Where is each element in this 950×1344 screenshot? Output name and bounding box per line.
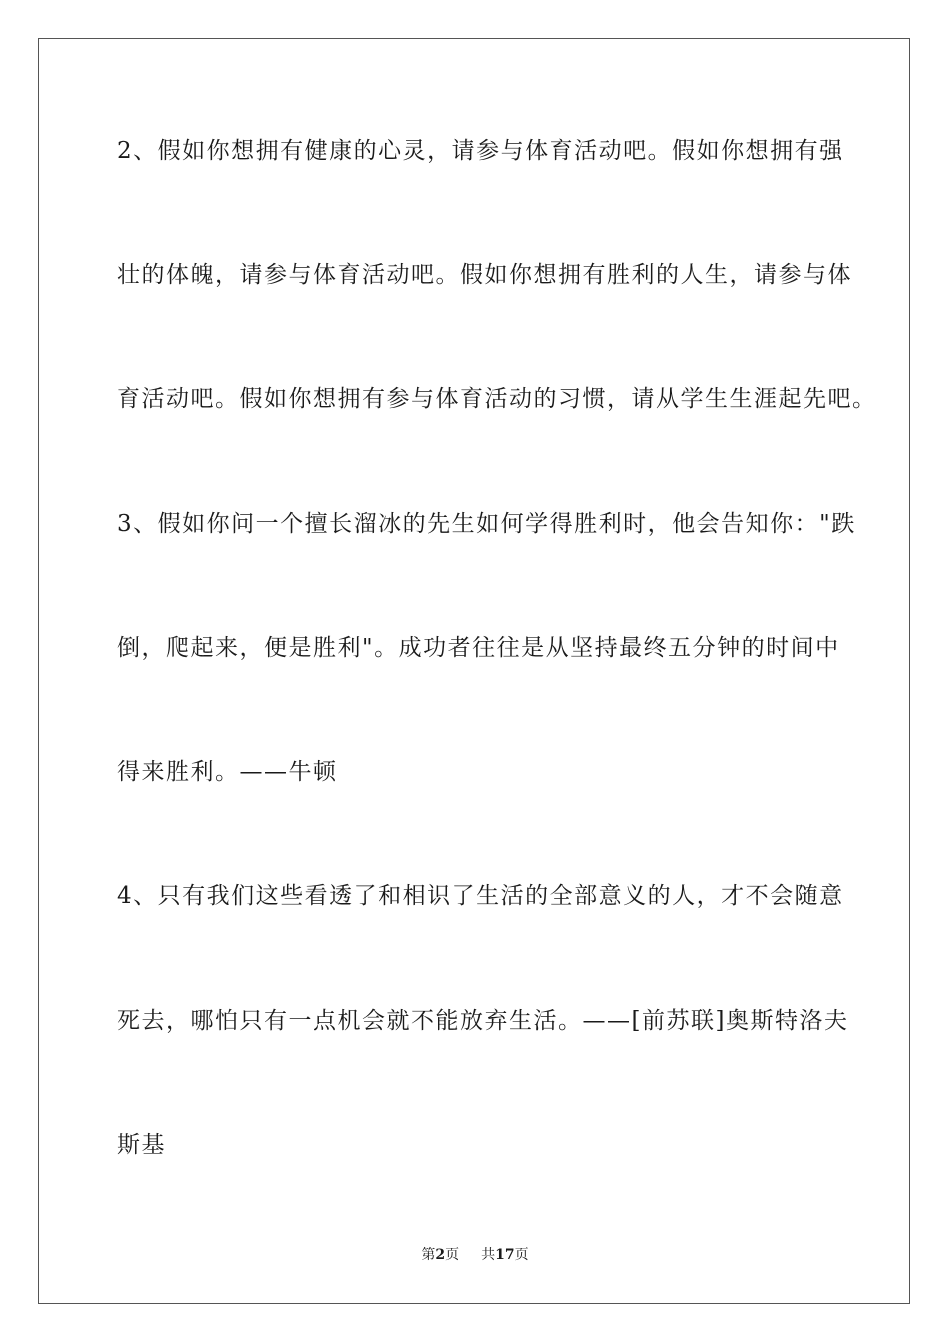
text-line-3: 育活动吧。假如你想拥有参与体育活动的习惯，请从学生生涯起先吧。 — [117, 386, 877, 412]
page-border — [38, 38, 910, 1304]
text-line-8: 死去，哪怕只有一点机会就不能放弃生活。——[前苏联]奥斯特洛夫 — [117, 1008, 849, 1034]
text-line-7: 4、只有我们这些看透了和相识了生活的全部意义的人，才不会随意 — [117, 883, 844, 909]
page-footer — [0, 1246, 950, 1264]
total-prefix: 共 — [481, 1247, 496, 1263]
text-line-4: 3、假如你问一个擅长溜冰的先生如何学得胜利时，他会告知你："跌 — [117, 511, 856, 537]
total-pages: 17 — [495, 1247, 515, 1263]
text-line-5: 倒，爬起来，便是胜利"。成功者往往是从坚持最终五分钟的时间中 — [117, 635, 840, 661]
text-line-2: 壮的体魄，请参与体育活动吧。假如你想拥有胜利的人生，请参与体 — [117, 262, 852, 288]
page-suffix: 页 — [445, 1247, 460, 1263]
text-line-6: 得来胜利。——牛顿 — [117, 759, 338, 785]
text-line-1: 2、假如你想拥有健康的心灵，请参与体育活动吧。假如你想拥有强 — [117, 138, 844, 164]
page-number: 2 — [435, 1247, 446, 1263]
text-line-9: 斯基 — [117, 1132, 166, 1158]
page-prefix: 第 — [421, 1247, 436, 1263]
total-suffix: 页 — [514, 1247, 529, 1263]
